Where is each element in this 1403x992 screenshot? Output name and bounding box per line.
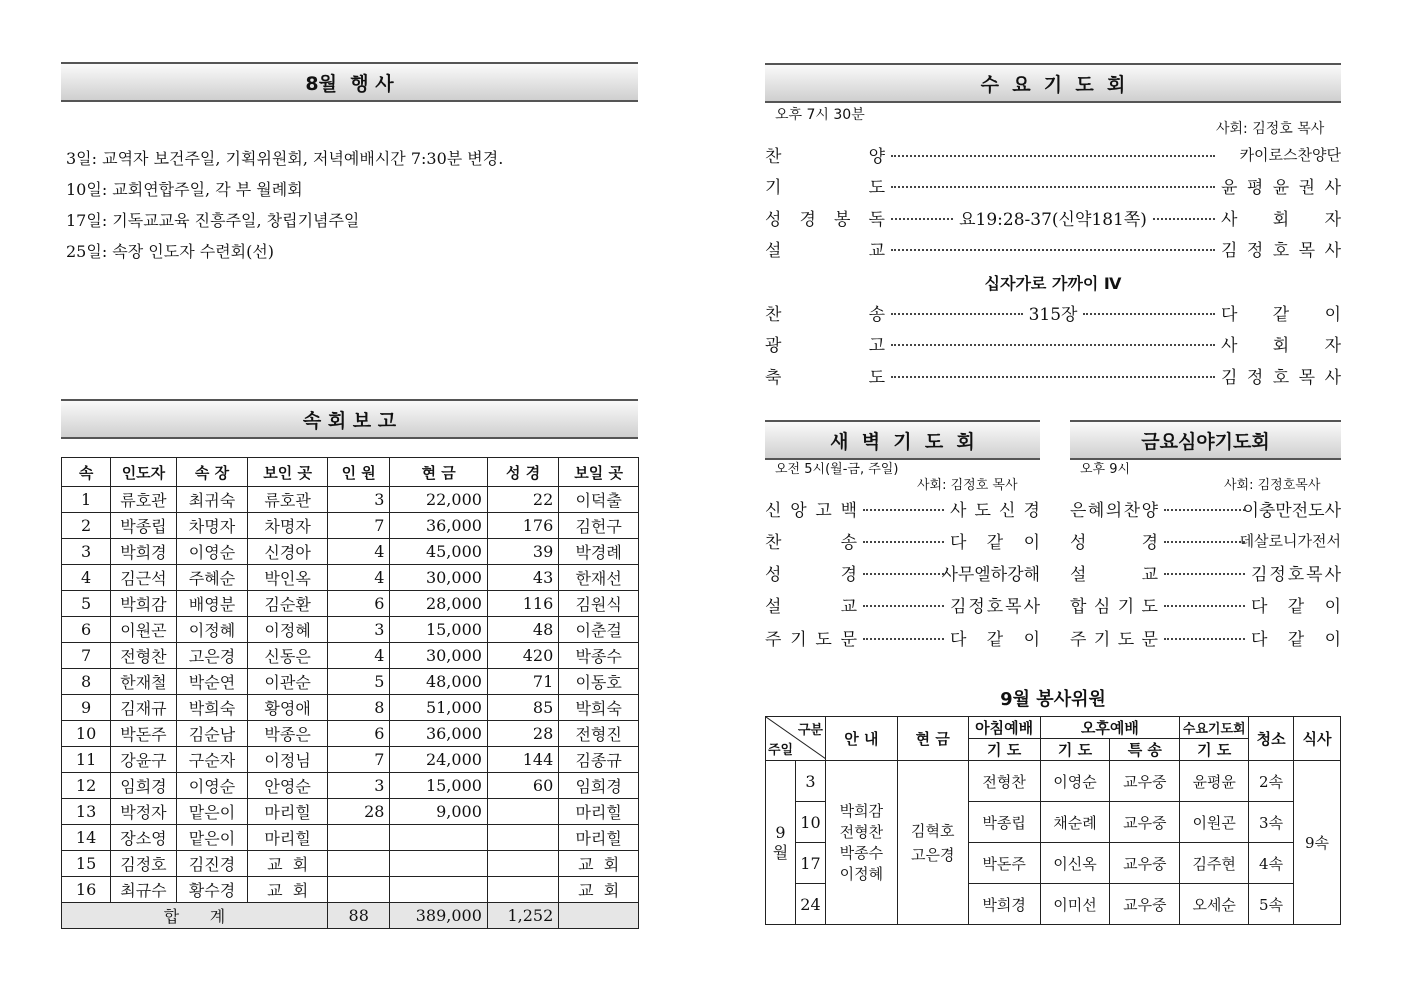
service-table	[765, 716, 1341, 925]
sok-cell: 7	[327, 747, 389, 773]
table-row	[62, 591, 639, 617]
sok-cell: 이정님	[248, 747, 328, 773]
sok-cell: 황영애	[248, 695, 328, 721]
dot-leader	[891, 313, 1023, 315]
event-item: 3일: 교역자 보건주일, 기획위원회, 저녁예배시간 7:30분 변경.	[66, 149, 504, 168]
day-cell: 3	[795, 761, 825, 802]
sok-cell: 28,000	[390, 591, 487, 617]
order-value: 카이로스찬양단	[1239, 145, 1341, 164]
dot-leader	[863, 573, 944, 575]
dot-leader	[1083, 313, 1215, 315]
order-value: 사 회 자	[1221, 209, 1341, 230]
sok-cell: 박경례	[559, 539, 639, 565]
sok-cell: 30,000	[390, 565, 487, 591]
sok-cell	[327, 877, 389, 903]
table-row	[62, 617, 639, 643]
order-label: 설 교	[765, 596, 857, 617]
sok-cell: 임희경	[111, 773, 177, 799]
dawn-time: 오전 5시(월-금, 주일)	[775, 462, 899, 477]
dot-leader	[1164, 541, 1245, 543]
sok-title: 속 회 보 고	[302, 409, 397, 432]
sok-cell: 14	[62, 825, 111, 851]
sok-cell: 이원곤	[111, 617, 177, 643]
order-label: 찬 송	[765, 304, 885, 325]
sok-cell: 맡은이	[176, 799, 248, 825]
total-cell: 88	[327, 903, 389, 929]
table-row	[62, 565, 639, 591]
sok-cell: 30,000	[390, 643, 487, 669]
order-label: 합 심 기 도	[1070, 596, 1158, 617]
order-label: 신 앙 고 백	[765, 500, 857, 521]
table-row	[62, 513, 639, 539]
sok-cell: 이관순	[248, 669, 328, 695]
sok-cell: 이영순	[176, 773, 248, 799]
sok-cell	[390, 851, 487, 877]
event-item: 17일: 기독교교육 진흥주일, 창립기념주일	[66, 211, 360, 230]
order-value: 다 같 이	[1251, 596, 1341, 617]
order-label: 찬 송	[765, 532, 857, 553]
total-row	[62, 903, 639, 929]
header-morning: 아침예배	[968, 717, 1040, 739]
sok-cell: 황수경	[176, 877, 248, 903]
sok-cell: 한재철	[111, 669, 177, 695]
wednesday-header	[765, 63, 1341, 103]
order-label: 축 도	[765, 367, 885, 388]
sok-cell: 이덕출	[559, 487, 639, 513]
sok-cell: 2	[62, 513, 111, 539]
sok-cell: 류호관	[248, 487, 328, 513]
sok-col-header: 속 장	[176, 458, 248, 487]
dot-leader	[1164, 509, 1245, 511]
dot-leader	[1164, 573, 1245, 575]
sok-cell: 3	[327, 617, 389, 643]
sok-cell: 박순연	[176, 669, 248, 695]
wednesday-order-row	[765, 330, 1341, 356]
sok-cell: 교 회	[248, 877, 328, 903]
order-value: 이충만전도사	[1242, 500, 1341, 521]
day-cell: 24	[795, 884, 825, 925]
sok-cell: 전형진	[559, 721, 639, 747]
offering-cell: 김혁호 고은경	[897, 761, 968, 925]
sok-cell: 22,000	[390, 487, 487, 513]
sok-cell: 박희숙	[176, 695, 248, 721]
sok-cell: 이영순	[176, 539, 248, 565]
sok-cell: 39	[487, 539, 558, 565]
afternoon-cell: 이신옥	[1040, 843, 1110, 884]
sok-col-header: 인 원	[327, 458, 389, 487]
wednesday-order-row	[765, 299, 1341, 325]
sok-cell: 김순남	[176, 721, 248, 747]
sok-cell: 3	[327, 773, 389, 799]
order-value: 사 도 신 경	[950, 500, 1040, 521]
total-cell: 389,000	[390, 903, 487, 929]
afternoon-cell: 채순례	[1040, 802, 1110, 843]
order-label: 성 경	[1070, 532, 1158, 553]
sok-cell: 신동은	[248, 643, 328, 669]
wednesday-order-row	[765, 172, 1341, 198]
sok-cell: 51,000	[390, 695, 487, 721]
clean-cell: 4속	[1249, 843, 1294, 884]
special-cell: 교우중	[1110, 843, 1180, 884]
corner-top: 구분	[797, 723, 823, 738]
sok-cell: 36,000	[390, 721, 487, 747]
wednesday-order-row	[765, 362, 1341, 388]
dot-leader	[891, 376, 1215, 378]
friday-order-row	[1070, 559, 1341, 585]
order-value: 데살로니가전서	[1239, 531, 1341, 550]
month-cell	[766, 761, 796, 925]
header-wed: 수요기도회	[1180, 717, 1249, 739]
wednesday-host: 사회: 김정호 목사	[1216, 121, 1325, 137]
dot-leader	[1164, 605, 1245, 607]
table-row	[62, 669, 639, 695]
sok-cell: 박정자	[111, 799, 177, 825]
sok-cell: 15	[62, 851, 111, 877]
clean-cell: 5속	[1249, 884, 1294, 925]
corner-cell	[766, 717, 826, 761]
sok-cell: 60	[487, 773, 558, 799]
sok-cell: 고은경	[176, 643, 248, 669]
sok-cell: 신경아	[248, 539, 328, 565]
sok-cell: 8	[62, 669, 111, 695]
event-item: 25일: 속장 인도자 수련회(선)	[66, 242, 275, 261]
header-guide: 안 내	[825, 717, 897, 761]
sok-cell: 이동호	[559, 669, 639, 695]
table-row	[62, 747, 639, 773]
order-value: 사 회 자	[1221, 335, 1341, 356]
sok-cell: 김순환	[248, 591, 328, 617]
sok-cell: 박돈주	[111, 721, 177, 747]
sub-prayer: 기 도	[1180, 739, 1249, 761]
order-label: 기 도	[765, 177, 885, 198]
sub-prayer: 기 도	[1040, 739, 1110, 761]
sok-cell: 4	[327, 565, 389, 591]
sok-cell: 6	[327, 591, 389, 617]
sok-cell: 36,000	[390, 513, 487, 539]
friday-host: 사회: 김정호목사	[1224, 478, 1321, 493]
sok-cell: 박종수	[559, 643, 639, 669]
total-cell: 1,252	[487, 903, 558, 929]
sermon-title: 십자가로 가까이 Ⅳ	[984, 274, 1122, 293]
sok-cell: 김헌구	[559, 513, 639, 539]
sok-cell: 안영순	[248, 773, 328, 799]
sok-col-header: 현 금	[390, 458, 487, 487]
morning-cell: 박종립	[968, 802, 1040, 843]
morning-cell: 전형찬	[968, 761, 1040, 802]
dawn-title: 새 벽 기 도 회	[830, 430, 975, 453]
dawn-host: 사회: 김정호 목사	[917, 478, 1018, 493]
wed-cell: 김주현	[1180, 843, 1249, 884]
sok-cell: 24,000	[390, 747, 487, 773]
sok-cell: 28	[487, 721, 558, 747]
sok-cell: 71	[487, 669, 558, 695]
corner-bottom: 주일	[768, 743, 794, 758]
order-value: 윤 평 윤 권 사	[1221, 177, 1341, 198]
sok-cell: 김원식	[559, 591, 639, 617]
sub-special: 특 송	[1110, 739, 1180, 761]
wednesday-order-row	[765, 141, 1341, 167]
sok-cell: 교 회	[248, 851, 328, 877]
sok-cell: 교 회	[559, 851, 639, 877]
wed-cell: 윤평윤	[1180, 761, 1249, 802]
day-cell: 10	[795, 802, 825, 843]
sok-cell: 한재선	[559, 565, 639, 591]
friday-order-row	[1070, 624, 1341, 650]
wednesday-time: 오후 7시 30분	[775, 107, 865, 123]
sok-cell: 9	[62, 695, 111, 721]
order-label: 설 교	[1070, 564, 1158, 585]
sok-cell	[487, 851, 558, 877]
morning-cell: 박돈주	[968, 843, 1040, 884]
sok-cell: 최귀숙	[176, 487, 248, 513]
total-cell	[559, 903, 639, 929]
sok-cell: 116	[487, 591, 558, 617]
sok-cell: 박종은	[248, 721, 328, 747]
sok-cell: 박인옥	[248, 565, 328, 591]
afternoon-cell: 이미선	[1040, 884, 1110, 925]
dot-leader	[863, 605, 944, 607]
events-title: 8월 행 사	[305, 72, 394, 95]
sok-cell: 차명자	[248, 513, 328, 539]
sok-col-header: 보일 곳	[559, 458, 639, 487]
order-value: 다 같 이	[950, 532, 1040, 553]
dot-leader	[891, 186, 1215, 188]
sok-cell: 김근석	[111, 565, 177, 591]
sok-cell: 3	[327, 487, 389, 513]
sok-cell: 6	[62, 617, 111, 643]
header-meal: 식사	[1294, 717, 1341, 761]
sok-cell	[327, 825, 389, 851]
sok-cell: 류호관	[111, 487, 177, 513]
friday-title: 금요심야기도회	[1141, 430, 1270, 453]
dot-leader	[891, 218, 953, 220]
sok-cell: 7	[327, 513, 389, 539]
sok-col-header: 성 경	[487, 458, 558, 487]
sok-cell: 마리힐	[248, 799, 328, 825]
table-row	[62, 877, 639, 903]
sok-cell: 15,000	[390, 773, 487, 799]
event-item: 10일: 교회연합주일, 각 부 월례회	[66, 180, 303, 199]
sok-cell: 최규수	[111, 877, 177, 903]
sok-cell: 11	[62, 747, 111, 773]
events-header	[61, 62, 638, 102]
wednesday-order-row	[765, 204, 1341, 230]
sok-col-header: 인도자	[111, 458, 177, 487]
dot-leader	[863, 509, 944, 511]
table-row	[62, 799, 639, 825]
order-label: 성 경	[765, 564, 857, 585]
sok-col-header: 속	[62, 458, 111, 487]
order-label: 주 기 도 문	[765, 629, 857, 650]
sok-cell: 48,000	[390, 669, 487, 695]
dawn-order-row	[765, 591, 1040, 617]
dawn-header	[765, 420, 1040, 460]
wed-cell: 오세순	[1180, 884, 1249, 925]
sok-cell: 6	[327, 721, 389, 747]
order-value: 사무엘하강해	[941, 564, 1040, 585]
special-cell: 교우중	[1110, 802, 1180, 843]
sok-cell: 이정혜	[248, 617, 328, 643]
sok-cell: 배영분	[176, 591, 248, 617]
sok-cell: 박희숙	[559, 695, 639, 721]
sok-cell: 43	[487, 565, 558, 591]
sok-cell: 김진경	[176, 851, 248, 877]
dot-leader	[1153, 218, 1215, 220]
order-value: 김 정 호 목 사	[1221, 367, 1341, 388]
special-cell: 교우중	[1110, 884, 1180, 925]
table-row	[62, 539, 639, 565]
month-label: 9월	[772, 822, 789, 862]
header-afternoon: 오후예배	[1040, 717, 1180, 739]
day-cell: 17	[795, 843, 825, 884]
sok-cell: 12	[62, 773, 111, 799]
sok-cell: 1	[62, 487, 111, 513]
sok-cell: 4	[62, 565, 111, 591]
friday-order-row	[1070, 495, 1341, 521]
sok-cell: 13	[62, 799, 111, 825]
dot-leader	[891, 249, 1215, 251]
sok-cell	[327, 851, 389, 877]
table-row	[62, 487, 639, 513]
service-title: 9월 봉사위원	[1000, 689, 1106, 710]
clean-cell: 3속	[1249, 802, 1294, 843]
sok-cell: 교 회	[559, 877, 639, 903]
sok-cell: 마리힐	[559, 825, 639, 851]
sok-cell: 주혜순	[176, 565, 248, 591]
order-middle: 요19:28-37(신약181쪽)	[959, 209, 1147, 230]
dot-leader	[863, 541, 944, 543]
wednesday-title: 수 요 기 도 회	[980, 73, 1126, 96]
sok-cell: 박희경	[111, 539, 177, 565]
table-row	[62, 773, 639, 799]
table-row	[62, 825, 639, 851]
sok-cell: 4	[327, 539, 389, 565]
order-label: 주 기 도 문	[1070, 629, 1158, 650]
wed-cell: 이원곤	[1180, 802, 1249, 843]
friday-time: 오후 9시	[1080, 462, 1131, 477]
order-label: 설 교	[765, 240, 885, 261]
sok-cell: 이정혜	[176, 617, 248, 643]
dot-leader	[891, 155, 1215, 157]
sok-cell: 차명자	[176, 513, 248, 539]
order-middle: 315장	[1028, 304, 1078, 325]
sok-cell: 5	[327, 669, 389, 695]
header-offering: 현 금	[897, 717, 968, 761]
sok-cell: 16	[62, 877, 111, 903]
order-value: 다 같 이	[1251, 629, 1341, 650]
sok-cell	[487, 799, 558, 825]
sub-prayer: 기 도	[968, 739, 1040, 761]
sok-cell: 이춘걸	[559, 617, 639, 643]
sok-cell	[487, 877, 558, 903]
sok-cell: 임희경	[559, 773, 639, 799]
dawn-order-row	[765, 559, 1040, 585]
sok-cell: 9,000	[390, 799, 487, 825]
sok-cell: 48	[487, 617, 558, 643]
friday-header	[1070, 420, 1341, 460]
sok-cell: 마리힐	[248, 825, 328, 851]
sok-cell: 28	[327, 799, 389, 825]
order-value: 다 같 이	[1221, 304, 1341, 325]
sok-cell	[390, 825, 487, 851]
sok-cell	[487, 825, 558, 851]
sok-cell	[390, 877, 487, 903]
sok-cell: 장소영	[111, 825, 177, 851]
morning-cell: 박희경	[968, 884, 1040, 925]
order-label: 성 경 봉 독	[765, 209, 885, 230]
clean-cell: 2속	[1249, 761, 1294, 802]
order-label: 찬 양	[765, 146, 885, 167]
wednesday-order-row	[765, 235, 1341, 261]
order-value: 김 정 호 목 사	[950, 596, 1040, 617]
sok-cell: 5	[62, 591, 111, 617]
sok-cell: 420	[487, 643, 558, 669]
sok-header	[61, 399, 638, 439]
sok-cell: 3	[62, 539, 111, 565]
sok-cell: 85	[487, 695, 558, 721]
sok-col-header: 보인 곳	[248, 458, 328, 487]
sok-cell: 4	[327, 643, 389, 669]
meal-cell: 9속	[1294, 761, 1341, 925]
sok-cell: 144	[487, 747, 558, 773]
table-row	[62, 643, 639, 669]
dot-leader	[863, 638, 944, 640]
sok-cell: 176	[487, 513, 558, 539]
sok-cell: 맡은이	[176, 825, 248, 851]
table-row	[62, 695, 639, 721]
sok-cell: 45,000	[390, 539, 487, 565]
friday-order-row	[1070, 591, 1341, 617]
dot-leader	[1164, 638, 1245, 640]
sok-cell: 마리힐	[559, 799, 639, 825]
order-value: 김 정 호 목 사	[1221, 240, 1341, 261]
sok-cell: 김재규	[111, 695, 177, 721]
total-label: 합 계	[62, 903, 328, 929]
sok-cell: 22	[487, 487, 558, 513]
order-label: 은 혜 의 찬 양	[1070, 500, 1158, 521]
sok-cell: 7	[62, 643, 111, 669]
guide-cell: 박희감 전형찬 박종수 이정혜	[825, 761, 897, 925]
sok-cell: 강윤구	[111, 747, 177, 773]
dawn-order-row	[765, 527, 1040, 553]
sok-cell: 김종규	[559, 747, 639, 773]
dawn-order-row	[765, 495, 1040, 521]
sok-cell: 박종립	[111, 513, 177, 539]
sok-cell: 박희감	[111, 591, 177, 617]
table-row	[766, 761, 1341, 802]
sok-cell: 15,000	[390, 617, 487, 643]
sok-cell: 구순자	[176, 747, 248, 773]
sok-cell: 8	[327, 695, 389, 721]
sok-cell: 김정호	[111, 851, 177, 877]
sok-cell: 전형찬	[111, 643, 177, 669]
dawn-order-row	[765, 624, 1040, 650]
sok-table	[61, 457, 639, 929]
order-value: 다 같 이	[950, 629, 1040, 650]
order-label: 광 고	[765, 335, 885, 356]
events-list	[66, 143, 636, 267]
dot-leader	[891, 344, 1215, 346]
afternoon-cell: 이영순	[1040, 761, 1110, 802]
table-row	[62, 851, 639, 877]
header-clean: 청소	[1249, 717, 1294, 761]
special-cell: 교우중	[1110, 761, 1180, 802]
friday-order-row	[1070, 527, 1341, 553]
table-row	[62, 721, 639, 747]
sok-cell: 10	[62, 721, 111, 747]
order-value: 김 정 호 목 사	[1251, 564, 1341, 585]
